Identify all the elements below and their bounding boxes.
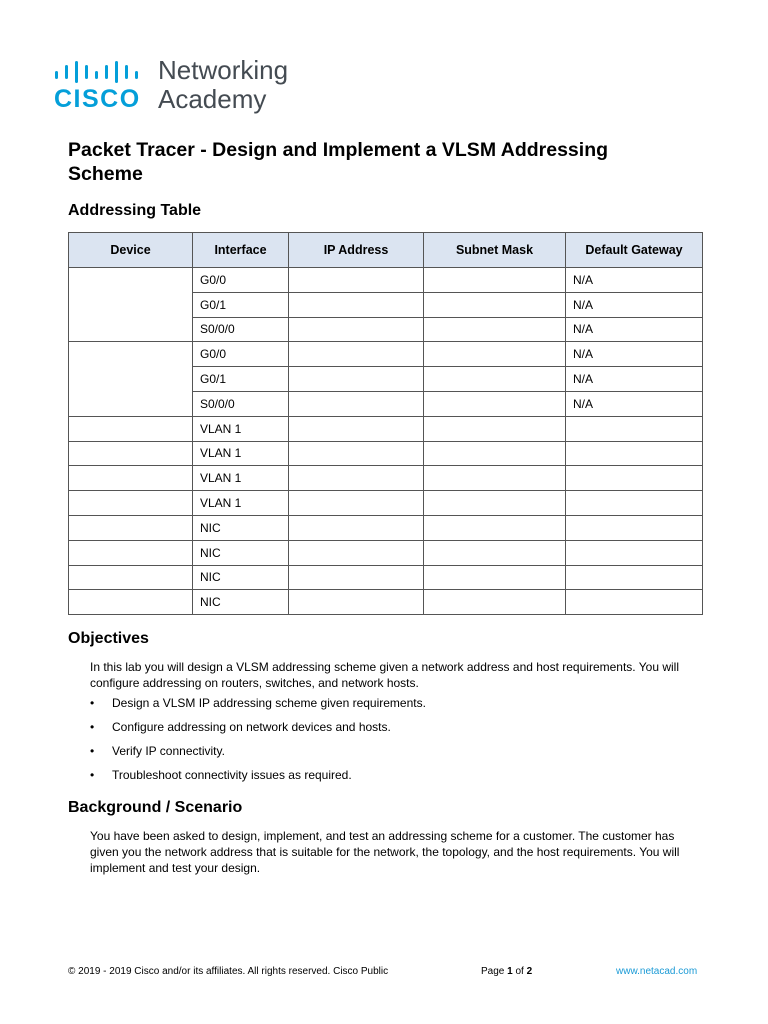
footer-page-number: [481, 966, 532, 977]
interface-cell: NIC: [193, 565, 289, 590]
page-current: 1: [507, 966, 513, 977]
ip-address-cell: [289, 292, 424, 317]
table-row: [69, 466, 703, 491]
of-label: of: [515, 966, 524, 977]
default-gateway-cell: [566, 590, 703, 615]
ip-address-cell: [289, 342, 424, 367]
subnet-mask-cell: [424, 268, 566, 293]
default-gateway-cell: [566, 466, 703, 491]
subnet-mask-cell: [424, 590, 566, 615]
default-gateway-cell: N/A: [566, 268, 703, 293]
default-gateway-cell: N/A: [566, 391, 703, 416]
interface-cell: VLAN 1: [193, 441, 289, 466]
addressing-table-body: [69, 268, 703, 615]
default-gateway-cell: N/A: [566, 367, 703, 392]
device-cell: [69, 342, 193, 416]
interface-cell: VLAN 1: [193, 491, 289, 516]
brand-networking: Networking: [158, 55, 289, 85]
bullet-icon: •: [90, 768, 95, 782]
interface-cell: NIC: [193, 590, 289, 615]
table-row: [69, 540, 703, 565]
interface-cell: G0/0: [193, 342, 289, 367]
device-cell: [69, 515, 193, 540]
ip-address-cell: [289, 491, 424, 516]
device-cell: [69, 268, 193, 342]
default-gateway-cell: [566, 565, 703, 590]
default-gateway-cell: N/A: [566, 317, 703, 342]
header-ip-address: IP Address: [289, 233, 424, 268]
default-gateway-cell: [566, 515, 703, 540]
interface-cell: G0/0: [193, 268, 289, 293]
device-cell: [69, 441, 193, 466]
bullet-icon: •: [90, 696, 95, 710]
table-header-row: [69, 233, 703, 268]
list-item: [90, 767, 426, 791]
interface-cell: G0/1: [193, 292, 289, 317]
interface-cell: VLAN 1: [193, 466, 289, 491]
table-row: [69, 416, 703, 441]
cisco-networking-academy-logo: [52, 55, 312, 118]
header-default-gateway: Default Gateway: [566, 233, 703, 268]
ip-address-cell: [289, 540, 424, 565]
ip-address-cell: [289, 317, 424, 342]
table-row: [69, 441, 703, 466]
ip-address-cell: [289, 565, 424, 590]
objectives-intro: In this lab you will design a VLSM addressing scheme given a network address and host requirements. You will configure addressing on routers, switches, and network hosts.: [90, 660, 679, 690]
background-heading: Background / Scenario: [68, 799, 243, 816]
objectives-heading: Objectives: [68, 630, 149, 647]
list-item-text: Configure addressing on network devices and hosts.: [112, 720, 391, 734]
subnet-mask-cell: [424, 540, 566, 565]
objectives-list: [90, 695, 426, 791]
list-item-text: Verify IP connectivity.: [112, 744, 225, 758]
list-item-text: Troubleshoot connectivity issues as required.: [112, 768, 352, 782]
subnet-mask-cell: [424, 342, 566, 367]
default-gateway-cell: N/A: [566, 342, 703, 367]
device-cell: [69, 491, 193, 516]
subnet-mask-cell: [424, 441, 566, 466]
list-item: [90, 743, 426, 767]
interface-cell: NIC: [193, 515, 289, 540]
subnet-mask-cell: [424, 292, 566, 317]
table-row: [69, 491, 703, 516]
bullet-icon: •: [90, 720, 95, 734]
default-gateway-cell: [566, 491, 703, 516]
device-cell: [69, 416, 193, 441]
device-cell: [69, 590, 193, 615]
cisco-wordmark: CISCO: [54, 85, 141, 113]
device-cell: [69, 466, 193, 491]
addressing-table-heading: Addressing Table: [68, 202, 202, 219]
cisco-bars-icon: [55, 61, 147, 83]
table-row: [69, 590, 703, 615]
subnet-mask-cell: [424, 515, 566, 540]
page-total: 2: [526, 966, 533, 977]
subnet-mask-cell: [424, 317, 566, 342]
footer-url-link[interactable]: www.netacad.com: [616, 966, 698, 977]
ip-address-cell: [289, 391, 424, 416]
header-interface: Interface: [193, 233, 289, 268]
default-gateway-cell: N/A: [566, 292, 703, 317]
addressing-table: [68, 232, 703, 615]
subnet-mask-cell: [424, 367, 566, 392]
list-item: [90, 695, 426, 719]
ip-address-cell: [289, 416, 424, 441]
table-row: [69, 342, 703, 367]
ip-address-cell: [289, 590, 424, 615]
ip-address-cell: [289, 367, 424, 392]
subnet-mask-cell: [424, 416, 566, 441]
list-item-text: Design a VLSM IP addressing scheme given requirements.: [112, 696, 426, 710]
interface-cell: G0/1: [193, 367, 289, 392]
ip-address-cell: [289, 268, 424, 293]
ip-address-cell: [289, 515, 424, 540]
device-cell: [69, 540, 193, 565]
interface-cell: NIC: [193, 540, 289, 565]
table-row: [69, 268, 703, 293]
device-cell: [69, 565, 193, 590]
interface-cell: S0/0/0: [193, 317, 289, 342]
page-label: Page: [481, 966, 505, 977]
table-row: [69, 515, 703, 540]
default-gateway-cell: [566, 416, 703, 441]
header-subnet-mask: Subnet Mask: [424, 233, 566, 268]
subnet-mask-cell: [424, 391, 566, 416]
brand-academy: Academy: [158, 84, 267, 114]
ip-address-cell: [289, 466, 424, 491]
subnet-mask-cell: [424, 466, 566, 491]
footer-copyright: © 2019 - 2019 Cisco and/or its affiliates. All rights reserved. Cisco Public: [68, 966, 389, 977]
default-gateway-cell: [566, 441, 703, 466]
subnet-mask-cell: [424, 565, 566, 590]
interface-cell: S0/0/0: [193, 391, 289, 416]
document-title: Packet Tracer - Design and Implement a VLSM Addressing Scheme: [68, 139, 609, 185]
table-row: [69, 565, 703, 590]
header-device: Device: [69, 233, 193, 268]
bullet-icon: •: [90, 744, 95, 758]
list-item: [90, 719, 426, 743]
default-gateway-cell: [566, 540, 703, 565]
subnet-mask-cell: [424, 491, 566, 516]
interface-cell: VLAN 1: [193, 416, 289, 441]
background-text: You have been asked to design, implement, and test an addressing scheme for a customer. The customer has given you the network address that is suitable for the network, the topology, and the host requirements. You will implement and test your design.: [90, 829, 680, 875]
ip-address-cell: [289, 441, 424, 466]
